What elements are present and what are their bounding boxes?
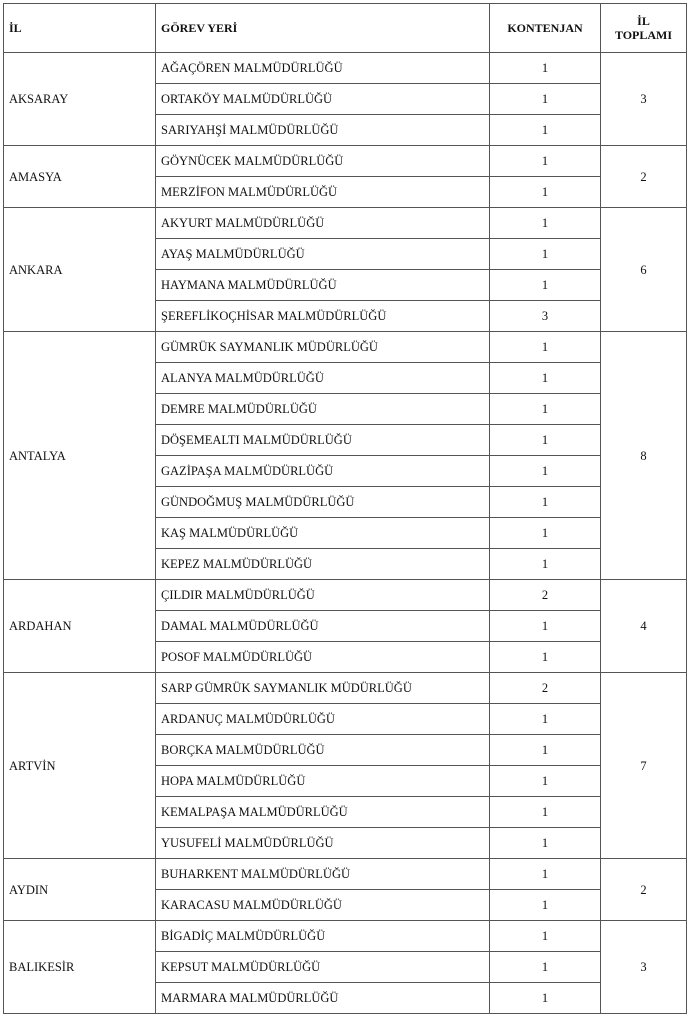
- gorev-yeri-cell: ARDANUÇ MALMÜDÜRLÜĞÜ: [156, 704, 490, 735]
- gorev-yeri-cell: BORÇKA MALMÜDÜRLÜĞÜ: [156, 735, 490, 766]
- kontenjan-cell: 1: [490, 332, 601, 363]
- gorev-yeri-cell: DÖŞEMEALTI MALMÜDÜRLÜĞÜ: [156, 425, 490, 456]
- kontenjan-cell: 2: [490, 673, 601, 704]
- kontenjan-cell: 1: [490, 611, 601, 642]
- gorev-yeri-cell: GÜNDOĞMUŞ MALMÜDÜRLÜĞÜ: [156, 487, 490, 518]
- table-row: [4, 580, 687, 611]
- kontenjan-cell: 1: [490, 53, 601, 84]
- gorev-yeri-cell: GÖYNÜCEK MALMÜDÜRLÜĞÜ: [156, 146, 490, 177]
- table-row: [4, 921, 687, 952]
- gorev-yeri-cell: HOPA MALMÜDÜRLÜĞÜ: [156, 766, 490, 797]
- table-row: [4, 208, 687, 239]
- gorev-yeri-cell: HAYMANA MALMÜDÜRLÜĞÜ: [156, 270, 490, 301]
- kontenjan-cell: 3: [490, 301, 601, 332]
- il-cell: ARDAHAN: [4, 580, 156, 673]
- gorev-yeri-cell: KEMALPAŞA MALMÜDÜRLÜĞÜ: [156, 797, 490, 828]
- kontenjan-cell: 1: [490, 766, 601, 797]
- il-toplami-cell: 2: [601, 859, 687, 921]
- gorev-yeri-cell: KEPSUT MALMÜDÜRLÜĞÜ: [156, 952, 490, 983]
- gorev-yeri-cell: GÜMRÜK SAYMANLIK MÜDÜRLÜĞÜ: [156, 332, 490, 363]
- table-row: [4, 146, 687, 177]
- il-toplami-cell: 2: [601, 146, 687, 208]
- table-header: [4, 4, 687, 53]
- il-cell: BALIKESİR: [4, 921, 156, 1014]
- gorev-yeri-cell: MERZİFON MALMÜDÜRLÜĞÜ: [156, 177, 490, 208]
- il-toplami-cell: 6: [601, 208, 687, 332]
- gorev-yeri-cell: ŞEREFLİKOÇHİSAR MALMÜDÜRLÜĞÜ: [156, 301, 490, 332]
- il-cell: ANTALYA: [4, 332, 156, 580]
- table-row: [4, 332, 687, 363]
- kontenjan-cell: 1: [490, 549, 601, 580]
- gorev-yeri-cell: KEPEZ MALMÜDÜRLÜĞÜ: [156, 549, 490, 580]
- table-row: [4, 673, 687, 704]
- il-toplami-cell: 7: [601, 673, 687, 859]
- il-toplami-cell: 3: [601, 921, 687, 1014]
- gorev-yeri-cell: AKYURT MALMÜDÜRLÜĞÜ: [156, 208, 490, 239]
- table-row: [4, 53, 687, 84]
- kontenjan-cell: 2: [490, 580, 601, 611]
- gorev-yeri-cell: DEMRE MALMÜDÜRLÜĞÜ: [156, 394, 490, 425]
- kontenjan-cell: 1: [490, 239, 601, 270]
- gorev-yeri-cell: POSOF MALMÜDÜRLÜĞÜ: [156, 642, 490, 673]
- kontenjan-cell: 1: [490, 704, 601, 735]
- gorev-yeri-cell: MARMARA MALMÜDÜRLÜĞÜ: [156, 983, 490, 1014]
- kontenjan-cell: 1: [490, 487, 601, 518]
- kontenjan-cell: 1: [490, 797, 601, 828]
- gorev-yeri-cell: GAZİPAŞA MALMÜDÜRLÜĞÜ: [156, 456, 490, 487]
- gorev-yeri-cell: ALANYA MALMÜDÜRLÜĞÜ: [156, 363, 490, 394]
- kontenjan-cell: 1: [490, 115, 601, 146]
- gorev-yeri-cell: AĞAÇÖREN MALMÜDÜRLÜĞÜ: [156, 53, 490, 84]
- kontenjan-cell: 1: [490, 363, 601, 394]
- gorev-yeri-cell: BUHARKENT MALMÜDÜRLÜĞÜ: [156, 859, 490, 890]
- il-cell: ARTVİN: [4, 673, 156, 859]
- gorev-yeri-cell: ÇILDIR MALMÜDÜRLÜĞÜ: [156, 580, 490, 611]
- header-kontenjan: KONTENJAN: [490, 4, 601, 53]
- kontenjan-cell: 1: [490, 270, 601, 301]
- gorev-yeri-cell: ORTAKÖY MALMÜDÜRLÜĞÜ: [156, 84, 490, 115]
- kontenjan-cell: 1: [490, 642, 601, 673]
- gorev-yeri-cell: YUSUFELİ MALMÜDÜRLÜĞÜ: [156, 828, 490, 859]
- gorev-yeri-cell: KAŞ MALMÜDÜRLÜĞÜ: [156, 518, 490, 549]
- kontenjan-cell: 1: [490, 425, 601, 456]
- il-cell: AMASYA: [4, 146, 156, 208]
- kontenjan-cell: 1: [490, 921, 601, 952]
- header-gorev-yeri: GÖREV YERİ: [156, 4, 490, 53]
- kontenjan-cell: 1: [490, 208, 601, 239]
- kontenjan-cell: 1: [490, 983, 601, 1014]
- kontenjan-cell: 1: [490, 84, 601, 115]
- il-cell: AKSARAY: [4, 53, 156, 146]
- il-toplami-cell: 3: [601, 53, 687, 146]
- header-il: İL: [4, 4, 156, 53]
- kontenjan-cell: 1: [490, 177, 601, 208]
- gorev-yeri-cell: AYAŞ MALMÜDÜRLÜĞÜ: [156, 239, 490, 270]
- il-cell: AYDIN: [4, 859, 156, 921]
- gorev-yeri-cell: BİGADİÇ MALMÜDÜRLÜĞÜ: [156, 921, 490, 952]
- kontenjan-cell: 1: [490, 146, 601, 177]
- gorev-yeri-cell: SARP GÜMRÜK SAYMANLIK MÜDÜRLÜĞÜ: [156, 673, 490, 704]
- kontenjan-cell: 1: [490, 859, 601, 890]
- il-toplami-cell: 4: [601, 580, 687, 673]
- kontenjan-cell: 1: [490, 518, 601, 549]
- kontenjan-cell: 1: [490, 456, 601, 487]
- header-il-toplami: [601, 4, 687, 53]
- header-il-toplami-line1: İL: [637, 14, 650, 28]
- table-row: [4, 859, 687, 890]
- il-toplami-cell: 8: [601, 332, 687, 580]
- gorev-yeri-cell: SARIYAHŞİ MALMÜDÜRLÜĞÜ: [156, 115, 490, 146]
- header-il-toplami-line2: TOPLAMI: [614, 28, 673, 42]
- gorev-yeri-cell: DAMAL MALMÜDÜRLÜĞÜ: [156, 611, 490, 642]
- header-row: [4, 4, 687, 53]
- gorev-yeri-cell: KARACASU MALMÜDÜRLÜĞÜ: [156, 890, 490, 921]
- il-cell: ANKARA: [4, 208, 156, 332]
- kontenjan-cell: 1: [490, 828, 601, 859]
- kontenjan-cell: 1: [490, 952, 601, 983]
- kontenjan-cell: 1: [490, 890, 601, 921]
- quota-table: [3, 3, 687, 1014]
- table-body: [4, 53, 687, 1014]
- kontenjan-cell: 1: [490, 394, 601, 425]
- kontenjan-cell: 1: [490, 735, 601, 766]
